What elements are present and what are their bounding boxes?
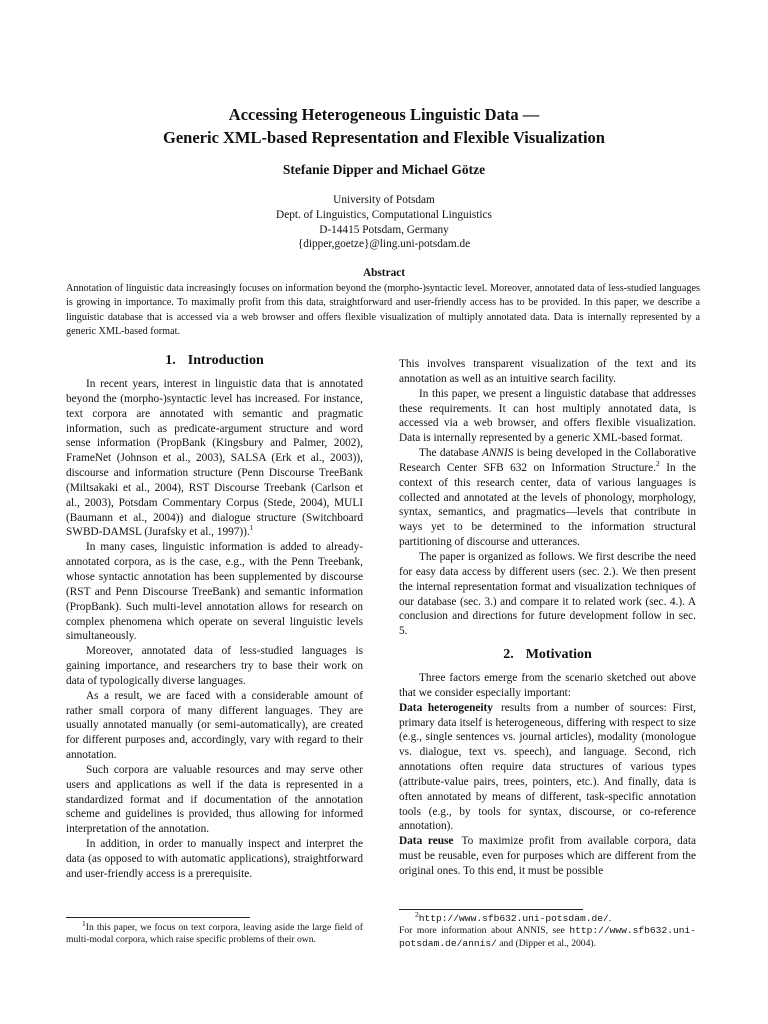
paragraph-text: results from a number of sources: First, primary data itself is heterogeneous, differing with respect to size (e.g., single sentences vs. journal articles), modality (monologue vs. dialogue, text vs. speech), and language. Second, rich annotations often require data structures of various types (attribute-value pairs, trees, pointers, etc.). And finally, data is often annotated by means of different, task-specific annotation tools (e.g., by tools for syntax, discourse, or co-reference annotation). (399, 701, 696, 833)
affiliation-address: D-14415 Potsdam, Germany (319, 223, 449, 236)
footnote-rule-left (66, 917, 250, 918)
footnote-url[interactable]: http://www.sfb632.uni-potsdam.de/ (418, 913, 609, 924)
right-column (399, 357, 696, 879)
paragraph-text: The database (419, 447, 482, 460)
abstract-heading: Abstract (362, 267, 406, 279)
paragraph-text: In recent years, interest in linguistic data that is annotated beyond the (morpho-)syntactic level has increased. For instance, text corpora are annotated with semantic and pragmatic information, such as predicate-argument structure and word sense information (PropBank (Kingsbury and Palmer, 2002), FrameNet (Johnson et al., 2003), SALSA (Erk et al., 2003)), discourse and information structure (Penn Discourse TreeBank (Miltsakaki et al., 2004), RST Discourse Treebank (Carlson et al., 2003), Potsdam Commentary Corpus (Stede, 2004), MULI (Baumann et al., 2004)) and dialogue structure (Switchboard SWBD-DAMSL (Jurafsky et al., 1997)). (66, 378, 363, 539)
motivation-data-reuse (399, 834, 696, 879)
intro-paragraph-5: Such corpora are valuable resources and may serve other users and applications as well if the data is represented in a standardized format and if documentation of the annotation scheme and guidelines is provided, thus allowing for informed interpretation of the annotation. (66, 763, 363, 836)
motivation-data-heterogeneity (399, 701, 696, 835)
footnote-marker-2: 2 (656, 459, 660, 469)
footnote-number: 2 (415, 909, 419, 919)
intro-paragraph-3: Moreover, annotated data of less-studied languages is gaining importance, and researchers try to base their work on data of typologically diverse languages. (66, 645, 363, 687)
paper-title (0, 103, 768, 149)
paragraph-text: To maximize profit from available corpora, data must be reusable, even for purposes which are different from the original ones. To this end, it must be possible (399, 835, 696, 877)
footnote-2 (399, 909, 696, 950)
run-in-heading: Data heterogeneity (399, 701, 493, 714)
footnote-text: For more information about ANNIS, see (399, 925, 570, 937)
motivation-paragraph-1: Three factors emerge from the scenario sketched out above that we consider especially important: (399, 672, 696, 699)
paragraph-text: is being developed in the Collaborative Research Center SFB 632 on Information Structure. (399, 447, 697, 474)
intro-paragraph-9 (399, 446, 696, 550)
run-in-heading: Data reuse (399, 835, 454, 848)
abstract-text: Annotation of linguistic data increasingly focuses on information beyond the (morpho-)syntactic level. Moreover, annotated data of less-studied languages is growing in importance. To maximally profit from this data, straightforward and user-friendly access has to be provided. In this paper, we describe a linguistic database that is accessed via a web browser and offers flexible visualization of multiply annotated data. Data is internally represented by a generic XML-based format. (66, 283, 700, 337)
intro-paragraph-6: In addition, in order to manually inspect and interpret the data (as opposed to with automatic applications), straightforward and user-friendly access is a prerequisite. (66, 838, 363, 880)
section-number: 1. (165, 353, 176, 368)
section-number: 2. (503, 647, 514, 663)
footnote-url-annis[interactable]: http://www.sfb632.uni-potsdam.de/annis/ (399, 925, 696, 949)
left-column (66, 352, 363, 882)
section-heading-motivation (399, 646, 696, 664)
affiliation-department: Dept. of Linguistics, Computational Linguistics (276, 208, 492, 221)
intro-paragraph-2: In many cases, linguistic information is added to already-annotated corpora, as is the case, e.g., with the Penn Treebank, whose syntactic annotation has been supplemented by discourse (RST and Penn Discourse TreeBank) and semantic information (PropBank). Such multi-level annotation allows for research on complex phenomena which operate on several linguistic levels simultaneously. (66, 541, 363, 643)
annis-name: ANNIS (481, 447, 514, 460)
intro-paragraph-7: This involves transparent visualization of the text and its annotation as well as an intuitive search facility. (399, 358, 696, 385)
footnote-rule-right (399, 909, 583, 910)
footnote-1 (66, 918, 363, 947)
intro-paragraph-1 (66, 377, 363, 540)
affiliation (0, 193, 768, 252)
section-title: Introduction (187, 353, 264, 368)
footnote-number: 1 (82, 918, 86, 928)
intro-paragraph-10: The paper is organized as follows. We first describe the need for easy data access by different users (sec. 2.). We then present the internal representation format and visualization techniques of our database (sec. 3.) and compare it to related work (sec. 4.). A conclusion and directions for future development follow in sec. 5. (399, 550, 696, 638)
intro-paragraph-8: In this paper, we present a linguistic database that addresses these requirements. It can host multiply annotated data, is accessed via a web browser, and offers flexible visualization. Data is internally represented by a generic XML-based format. (399, 387, 696, 445)
affiliation-email: {dipper,goetze}@ling.uni-potsdam.de (297, 238, 471, 251)
footnote-text: In this paper, we focus on text corpora, leaving aside the large field of multi-modal corpora, which raise specific problems of their own. (66, 922, 363, 946)
section-heading-introduction (66, 352, 363, 370)
section-title: Motivation (525, 647, 592, 663)
title-line-2: Generic XML-based Representation and Flexible Visualization (163, 128, 605, 147)
affiliation-university: University of Potsdam (333, 194, 435, 206)
footnote-marker-1: 1 (249, 523, 254, 533)
title-line-1: Accessing Heterogeneous Linguistic Data — (228, 105, 540, 124)
intro-paragraph-4: As a result, we are faced with a considerable amount of rather small corpora of many different languages. They are usually annotated manually (or semi-automatically), are created for different purposes and, accordingly, vary with regard to their annotation. (66, 689, 363, 762)
footnote-punctuation: . (608, 913, 612, 924)
authors: Stefanie Dipper and Michael Götze (282, 162, 486, 177)
footnote-text: and (Dipper et al., 2004). (496, 937, 596, 949)
paragraph-text: In the context of this research center, data of various languages is collected and annotated at the levels of phonology, morphology, syntax, semantics, and pragmatics—levels that contribute in ways yet to be determined to the information structural partitioning of discourse and utterances. (399, 461, 696, 549)
